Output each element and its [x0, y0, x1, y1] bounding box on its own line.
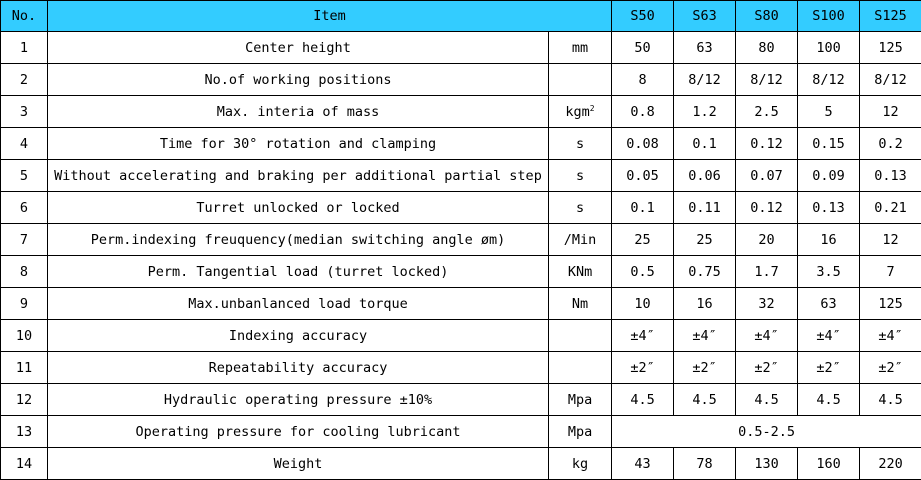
row-item: Time for 30° rotation and clamping: [48, 128, 549, 160]
table-row: [1, 128, 921, 160]
value-s50: 0.8: [612, 96, 674, 128]
row-item: No.of working positions: [48, 64, 549, 96]
row-number: 4: [1, 128, 48, 160]
row-item: Hydraulic operating pressure ±10%: [48, 384, 549, 416]
value-s50: ±2″: [612, 352, 674, 384]
value-s100: ±4″: [798, 320, 860, 352]
unit-superscript: 2: [590, 104, 595, 113]
value-s80: 0.07: [736, 160, 798, 192]
value-s63: ±4″: [674, 320, 736, 352]
row-number: 2: [1, 64, 48, 96]
row-number: 5: [1, 160, 48, 192]
value-s63: 25: [674, 224, 736, 256]
header-model-s125: S125: [860, 1, 921, 32]
row-number: 8: [1, 256, 48, 288]
row-number: 9: [1, 288, 48, 320]
row-unit: Nm: [549, 288, 612, 320]
value-s50: 0.08: [612, 128, 674, 160]
value-s125: ±2″: [860, 352, 921, 384]
header-no: No.: [1, 1, 48, 32]
table-row: [1, 192, 921, 224]
row-number: 3: [1, 96, 48, 128]
row-number: 1: [1, 32, 48, 64]
row-unit: /Min: [549, 224, 612, 256]
table-row: [1, 96, 921, 128]
table-row: [1, 256, 921, 288]
value-s50: 25: [612, 224, 674, 256]
value-s63: 63: [674, 32, 736, 64]
row-unit: s: [549, 128, 612, 160]
value-s63: 78: [674, 448, 736, 480]
table-row: [1, 416, 921, 448]
row-number: 10: [1, 320, 48, 352]
value-s100: 0.13: [798, 192, 860, 224]
row-item: Without accelerating and braking per additional partial step: [48, 160, 549, 192]
value-s63: 0.11: [674, 192, 736, 224]
row-item: Operating pressure for cooling lubricant: [48, 416, 549, 448]
table-row: [1, 64, 921, 96]
value-s63: ±2″: [674, 352, 736, 384]
value-s125: 12: [860, 224, 921, 256]
value-s125: 220: [860, 448, 921, 480]
value-s125: 125: [860, 32, 921, 64]
row-item: Perm. Tangential load (turret locked): [48, 256, 549, 288]
value-s100: 8/12: [798, 64, 860, 96]
value-s63: 0.1: [674, 128, 736, 160]
value-s80: 20: [736, 224, 798, 256]
value-s125: 4.5: [860, 384, 921, 416]
value-s125: 7: [860, 256, 921, 288]
table-row: [1, 160, 921, 192]
row-unit: Mpa: [549, 384, 612, 416]
table-row: [1, 448, 921, 480]
value-s80: ±4″: [736, 320, 798, 352]
merged-value-all-models: 0.5-2.5: [612, 416, 921, 448]
value-s80: 0.12: [736, 192, 798, 224]
row-number: 11: [1, 352, 48, 384]
value-s100: 3.5: [798, 256, 860, 288]
value-s100: ±2″: [798, 352, 860, 384]
value-s100: 4.5: [798, 384, 860, 416]
value-s80: 4.5: [736, 384, 798, 416]
value-s125: 0.2: [860, 128, 921, 160]
value-s80: 1.7: [736, 256, 798, 288]
value-s125: 125: [860, 288, 921, 320]
value-s80: 32: [736, 288, 798, 320]
value-s80: ±2″: [736, 352, 798, 384]
value-s80: 2.5: [736, 96, 798, 128]
value-s125: ±4″: [860, 320, 921, 352]
table-row: [1, 288, 921, 320]
row-number: 14: [1, 448, 48, 480]
header-model-s63: S63: [674, 1, 736, 32]
table-row: [1, 32, 921, 64]
table-row: [1, 352, 921, 384]
row-unit: KNm: [549, 256, 612, 288]
row-unit: mm: [549, 32, 612, 64]
row-number: 13: [1, 416, 48, 448]
value-s63: 4.5: [674, 384, 736, 416]
row-unit: s: [549, 160, 612, 192]
value-s50: 0.1: [612, 192, 674, 224]
row-unit: kg: [549, 448, 612, 480]
table-row: [1, 224, 921, 256]
value-s50: ±4″: [612, 320, 674, 352]
row-item: Max.unbanlanced load torque: [48, 288, 549, 320]
value-s125: 12: [860, 96, 921, 128]
row-item: Repeatability accuracy: [48, 352, 549, 384]
row-item: Center height: [48, 32, 549, 64]
value-s100: 0.09: [798, 160, 860, 192]
row-number: 12: [1, 384, 48, 416]
header-model-s80: S80: [736, 1, 798, 32]
unit-base: kgm: [565, 104, 589, 120]
row-item: Perm.indexing freuquency(median switching angle øm): [48, 224, 549, 256]
row-unit: s: [549, 192, 612, 224]
row-unit: [549, 64, 612, 96]
header-row: [1, 1, 921, 32]
row-number: 7: [1, 224, 48, 256]
header-model-s50: S50: [612, 1, 674, 32]
value-s100: 0.15: [798, 128, 860, 160]
row-item: Weight: [48, 448, 549, 480]
table-row: [1, 384, 921, 416]
row-unit: [549, 320, 612, 352]
row-unit: Mpa: [549, 416, 612, 448]
value-s63: 0.75: [674, 256, 736, 288]
value-s50: 0.05: [612, 160, 674, 192]
table-row: [1, 320, 921, 352]
value-s50: 50: [612, 32, 674, 64]
row-item: Max. interia of mass: [48, 96, 549, 128]
value-s100: 100: [798, 32, 860, 64]
value-s50: 4.5: [612, 384, 674, 416]
row-unit: [549, 96, 612, 128]
value-s125: 0.13: [860, 160, 921, 192]
row-item: Turret unlocked or locked: [48, 192, 549, 224]
value-s63: 0.06: [674, 160, 736, 192]
value-s100: 5: [798, 96, 860, 128]
value-s50: 8: [612, 64, 674, 96]
row-unit: [549, 352, 612, 384]
value-s63: 8/12: [674, 64, 736, 96]
value-s100: 63: [798, 288, 860, 320]
value-s80: 0.12: [736, 128, 798, 160]
row-number: 6: [1, 192, 48, 224]
value-s125: 8/12: [860, 64, 921, 96]
value-s50: 10: [612, 288, 674, 320]
value-s100: 16: [798, 224, 860, 256]
value-s80: 130: [736, 448, 798, 480]
row-item: Indexing accuracy: [48, 320, 549, 352]
header-model-s100: S100: [798, 1, 860, 32]
header-item: Item: [48, 1, 612, 32]
value-s50: 0.5: [612, 256, 674, 288]
value-s80: 80: [736, 32, 798, 64]
value-s63: 1.2: [674, 96, 736, 128]
value-s63: 16: [674, 288, 736, 320]
value-s100: 160: [798, 448, 860, 480]
value-s80: 8/12: [736, 64, 798, 96]
value-s50: 43: [612, 448, 674, 480]
value-s125: 0.21: [860, 192, 921, 224]
